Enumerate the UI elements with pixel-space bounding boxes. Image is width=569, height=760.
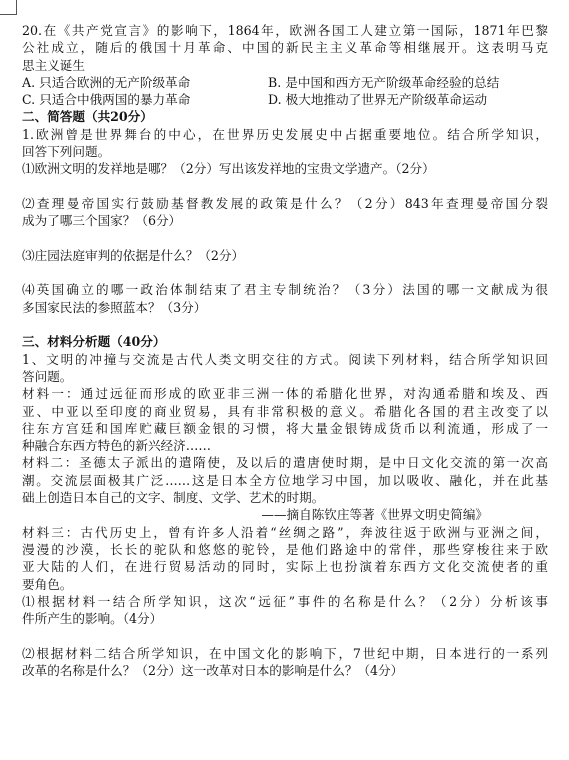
material-2-source: ——摘自陈钦庄等著《世界文明史简编》 (261, 507, 488, 523)
sub-question-4-line: 多国家民法的参照蓝本？（3分） (22, 299, 207, 315)
material-1-line: 往东方宫廷和国库贮藏巨额金银的习惯，将大量金银铸成货币以利流通，形成了一 (22, 420, 548, 436)
sub-question-2-line: 改革的名称是什么？（2分）这一改革对日本的影响是什么？（4分） (22, 662, 404, 678)
material-2-line: 材料二：圣德太子派出的遣隋使，及以后的遣唐使时期，是中日文化交流的第一次高 (22, 455, 548, 471)
option-d: D. 极大地推动了世界无产阶级革命运动 (268, 92, 488, 108)
question-20-line: 思主义诞生 (22, 57, 85, 73)
sub-question-1: ⑴欧洲文明的发祥地是哪？（2分）写出该发祥地的宝贵文学遗产。（2分） (22, 161, 435, 177)
sub-question-1-line: 件所产生的影响。（4分） (22, 611, 163, 627)
material-3-line: 要角色。 (22, 576, 73, 592)
sub-question-1-line: ⑴根据材料一结合所学知识，这次“远征”事件的名称是什么？（2分）分析该事 (22, 593, 548, 609)
material-3-line: 材料三：古代历史上，曾有许多人沿着“丝绸之路”，奔波往返于欧洲与亚洲之间， (22, 524, 548, 540)
sub-question-3: ⑶庄园法庭审判的依据是什么？（2分） (22, 247, 245, 263)
options-row (22, 74, 548, 91)
exam-page (22, 22, 548, 679)
option-c: C. 只适合中俄两国的暴力革命 (22, 92, 191, 108)
section-title: 二、简答题（共20分） (22, 109, 153, 125)
material-2-line: 础上创造日本自己的文字、制度、文学、艺术的时期。 (22, 490, 325, 506)
sub-question-2-line: ⑵查理曼帝国实行鼓励基督教发展的政策是什么？（2分）843年查理曼帝国分裂 (22, 195, 548, 211)
question-intro-line: 答问题。 (22, 368, 73, 384)
sub-question-4-line: ⑷英国确立的哪一政治体制结束了君主专制统治？（3分）法国的哪一文献成为很 (22, 282, 548, 298)
sub-question-2-line: ⑵根据材料二结合所学知识，在中国文化的影响下，7世纪中期，日本进行的一系列 (22, 645, 548, 661)
page-corner-mark (0, 0, 17, 15)
option-a: A. 只适合欧洲的无产阶级革命 (22, 74, 191, 90)
option-b: B. 是中国和西方无产阶级革命经验的总结 (268, 74, 500, 90)
material-3-line: 亚大陆的人们，在进行贸易活动的同时，实际上也扮演着东西方文化交流使者的重 (22, 559, 548, 575)
material-1-line: 种融合东西方特色的新兴经济…… (22, 438, 211, 454)
question-intro-line: 回答下列问题。 (22, 144, 111, 160)
sub-question-2-line: 成为了哪三个国家？（6分） (22, 213, 182, 229)
options-row (22, 91, 548, 108)
section-material-analysis (22, 333, 548, 679)
material-2-line: 潮。交流层面极其广泛……这是日本全方位地学习中国，加以吸收、融化，并在此基 (22, 472, 548, 488)
question-20-line: 20.在《共产党宣言》的影响下，1864年，欧洲各国工人建立第一国际，1871年巴黎 (22, 23, 548, 38)
material-1-line: 材料一：通过远征而形成的欧亚非三洲一体的希腊化世界，对沟通希腊和埃及、西 (22, 386, 548, 402)
section-short-answer (22, 108, 548, 316)
question-20 (22, 22, 548, 108)
question-20-line: 公社成立，随后的俄国十月革命、中国的新民主主义革命等相继展开。这表明马克 (22, 40, 548, 56)
question-intro-line: 1.欧洲曾是世界舞台的中心，在世界历史发展史中占据重要地位。结合所学知识， (22, 126, 548, 142)
material-1-line: 亚、中亚以至印度的商业贸易，具有非常积极的意义。希腊化各国的君主改变了以 (22, 403, 548, 419)
material-3-line: 漫漫的沙漠，长长的驼队和悠悠的驼铃，是他们路途中的常伴，那些穿梭往来于欧 (22, 541, 548, 557)
question-intro-line: 1、文明的冲撞与交流是古代人类文明交往的方式。阅读下列材料，结合所学知识回 (22, 351, 548, 367)
section-title: 三、材料分析题（40分） (22, 334, 166, 350)
